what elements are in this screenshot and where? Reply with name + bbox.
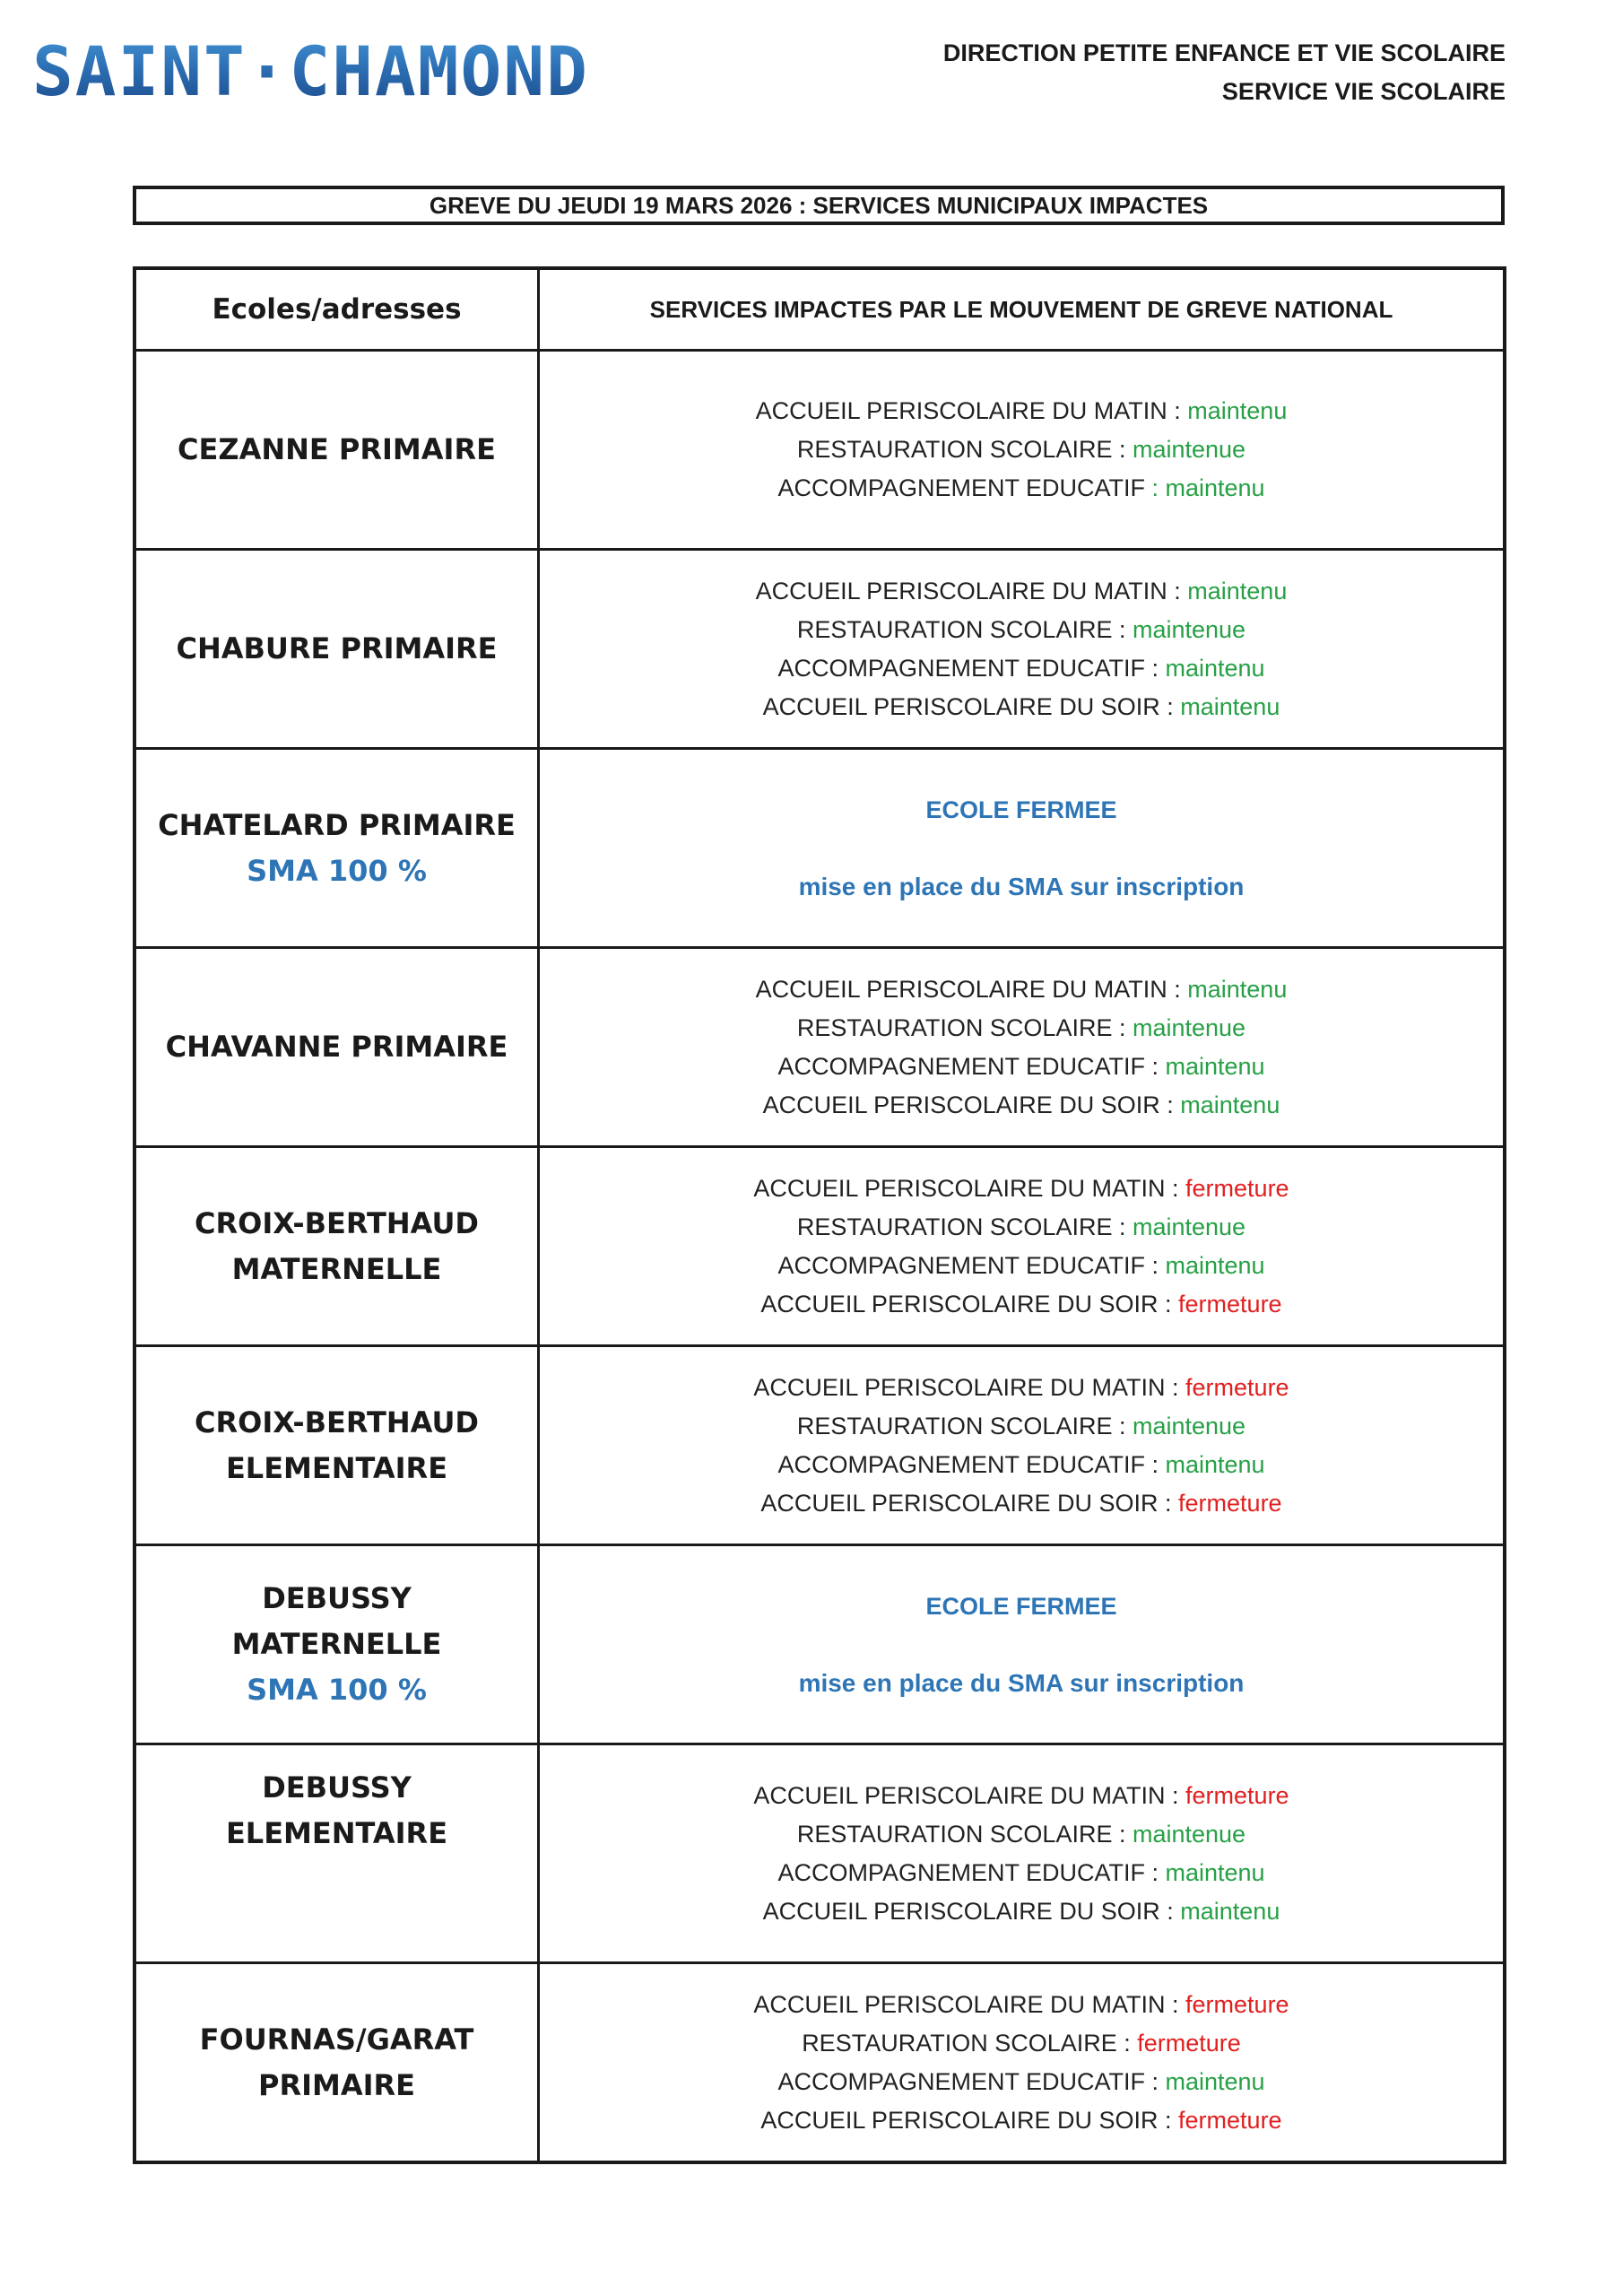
services-table xyxy=(133,266,1506,2164)
closed-subtitle: mise en place du SMA sur inscription xyxy=(798,872,1245,900)
school-name: CHATELARD PRIMAIRE xyxy=(158,807,516,842)
service-line xyxy=(540,1986,1503,2024)
service-status: maintenu xyxy=(1187,577,1288,604)
service-label: ACCUEIL PERISCOLAIRE DU MATIN : xyxy=(755,975,1181,1003)
services-cell xyxy=(539,351,1506,550)
service-label: ACCUEIL PERISCOLAIRE DU SOIR : xyxy=(760,2106,1172,2134)
school-name: CROIX-BERTHAUD xyxy=(195,1205,479,1240)
service-label: RESTAURATION SCOLAIRE : xyxy=(796,1013,1126,1041)
services-cell xyxy=(539,1744,1506,1963)
service-label: ACCUEIL PERISCOLAIRE DU SOIR : xyxy=(762,1091,1174,1118)
table-row xyxy=(135,1545,1505,1744)
school-name: ELEMENTAIRE xyxy=(225,1450,448,1485)
service-label: ACCOMPAGNEMENT EDUCATIF : xyxy=(777,2067,1159,2095)
school-cell xyxy=(135,351,539,550)
service-status: maintenue xyxy=(1132,1213,1246,1240)
service-status: fermeture xyxy=(1178,2106,1282,2134)
school-name: MATERNELLE xyxy=(231,1627,442,1661)
service-status: fermeture xyxy=(1185,1373,1289,1401)
school-closed-notice xyxy=(540,791,1503,906)
service-status: fermeture xyxy=(1178,1489,1282,1517)
service-line xyxy=(540,1484,1503,1523)
document-title-text: GREVE DU JEUDI 19 MARS 2026 : SERVICES MUNICIPAUX IMPACTES xyxy=(429,191,1209,219)
direction-label: DIRECTION PETITE ENFANCE ET VIE SCOLAIRE xyxy=(942,39,1506,66)
service-status: maintenue xyxy=(1132,1820,1246,1848)
service-line xyxy=(540,2101,1503,2140)
school-cell xyxy=(135,1346,539,1545)
service-status: : maintenu xyxy=(1151,474,1265,501)
school-closed-notice xyxy=(540,1587,1503,1702)
service-label: RESTAURATION SCOLAIRE : xyxy=(796,1213,1126,1240)
saint-chamond-logo: SAINT·CHAMOND xyxy=(32,31,589,111)
service-status: maintenu xyxy=(1187,397,1288,424)
school-name: CEZANNE PRIMAIRE xyxy=(178,432,496,466)
service-label: ACCUEIL PERISCOLAIRE DU MATIN : xyxy=(753,1781,1179,1809)
table-row xyxy=(135,1346,1505,1545)
closed-title: ECOLE FERMEE xyxy=(925,1592,1117,1620)
service-status: maintenu xyxy=(1180,692,1280,720)
service-label: RESTAURATION SCOLAIRE : xyxy=(796,1820,1126,1848)
sma-badge: SMA 100 % xyxy=(247,1673,427,1707)
service-label: ACCUEIL PERISCOLAIRE DU SOIR : xyxy=(760,1290,1172,1318)
service-line xyxy=(540,649,1503,688)
service-label: ACCOMPAGNEMENT EDUCATIF : xyxy=(777,1858,1159,1886)
service-status: maintenu xyxy=(1180,1091,1280,1118)
table-row xyxy=(135,1744,1505,1963)
service-status: maintenu xyxy=(1180,1897,1280,1925)
service-label: ACCOMPAGNEMENT EDUCATIF xyxy=(777,474,1145,501)
table-row xyxy=(135,749,1505,948)
service-line xyxy=(540,469,1503,508)
service-label: ACCOMPAGNEMENT EDUCATIF : xyxy=(777,1052,1159,1080)
service-label: ACCUEIL PERISCOLAIRE DU SOIR : xyxy=(762,692,1174,720)
service-label: ACCOMPAGNEMENT EDUCATIF : xyxy=(777,654,1159,682)
service-line xyxy=(540,1208,1503,1247)
service-label: ACCUEIL PERISCOLAIRE DU MATIN : xyxy=(755,397,1181,424)
table-row xyxy=(135,351,1505,550)
service-label: RESTAURATION SCOLAIRE : xyxy=(796,1412,1126,1439)
service-status: maintenue xyxy=(1132,615,1246,643)
sma-badge: SMA 100 % xyxy=(247,853,427,888)
service-line xyxy=(540,1170,1503,1208)
service-line xyxy=(540,2063,1503,2101)
school-name: FOURNAS/GARAT xyxy=(199,2022,474,2057)
services-cell xyxy=(539,550,1506,749)
services-cell xyxy=(539,948,1506,1147)
table-header-row xyxy=(135,268,1505,351)
service-line xyxy=(540,1086,1503,1125)
service-label: RESTAURATION SCOLAIRE : xyxy=(802,2029,1131,2057)
table-row xyxy=(135,1147,1505,1346)
services-cell xyxy=(539,1545,1506,1744)
school-name: CHABURE PRIMAIRE xyxy=(176,631,498,665)
service-status: maintenu xyxy=(1165,1858,1265,1886)
service-line xyxy=(540,2024,1503,2063)
service-line xyxy=(540,430,1503,469)
service-label: ACCOMPAGNEMENT EDUCATIF : xyxy=(777,1450,1159,1478)
school-cell xyxy=(135,550,539,749)
service-label: ACCUEIL PERISCOLAIRE DU SOIR : xyxy=(760,1489,1172,1517)
service-label: ACCUEIL PERISCOLAIRE DU MATIN : xyxy=(755,577,1181,604)
service-label: SERVICE VIE SCOLAIRE xyxy=(1221,78,1506,105)
school-cell xyxy=(135,749,539,948)
service-label: ACCUEIL PERISCOLAIRE DU SOIR : xyxy=(762,1897,1174,1925)
service-label: ACCUEIL PERISCOLAIRE DU MATIN : xyxy=(753,1990,1179,2018)
service-status: maintenu xyxy=(1165,1052,1265,1080)
service-line xyxy=(540,1446,1503,1484)
services-cell xyxy=(539,1346,1506,1545)
service-line xyxy=(540,1369,1503,1407)
school-cell xyxy=(135,1545,539,1744)
service-status: maintenu xyxy=(1165,2067,1265,2095)
header-department xyxy=(943,34,1506,111)
school-cell xyxy=(135,1744,539,1963)
service-label: ACCUEIL PERISCOLAIRE DU MATIN : xyxy=(753,1174,1179,1202)
school-name: DEBUSSY xyxy=(262,1581,412,1615)
services-cell xyxy=(539,1147,1506,1346)
closed-subtitle: mise en place du SMA sur inscription xyxy=(798,1668,1245,1697)
service-status: fermeture xyxy=(1137,2029,1241,2057)
table-row xyxy=(135,550,1505,749)
school-name: MATERNELLE xyxy=(231,1251,442,1286)
school-name: PRIMAIRE xyxy=(257,2067,415,2102)
school-name: CHAVANNE PRIMAIRE xyxy=(165,1030,508,1064)
document-title xyxy=(133,186,1505,225)
service-status: fermeture xyxy=(1185,1990,1289,2018)
school-name: ELEMENTAIRE xyxy=(225,1816,448,1850)
service-line xyxy=(540,611,1503,649)
service-status: maintenu xyxy=(1187,975,1288,1003)
service-label: ACCOMPAGNEMENT EDUCATIF : xyxy=(777,1251,1159,1279)
service-status: fermeture xyxy=(1185,1174,1289,1202)
service-line xyxy=(540,1247,1503,1285)
school-cell xyxy=(135,1963,539,2163)
service-line xyxy=(540,688,1503,726)
service-line xyxy=(540,1407,1503,1446)
services-cell xyxy=(539,1963,1506,2163)
service-line xyxy=(540,1777,1503,1815)
service-line xyxy=(540,1285,1503,1324)
service-status: fermeture xyxy=(1178,1290,1282,1318)
service-line xyxy=(540,1892,1503,1931)
service-line xyxy=(540,1009,1503,1048)
school-cell xyxy=(135,948,539,1147)
column-header-schools: Ecoles/adresses xyxy=(135,268,539,351)
service-line xyxy=(540,970,1503,1009)
table-row xyxy=(135,1963,1505,2163)
service-line xyxy=(540,1815,1503,1854)
service-label: RESTAURATION SCOLAIRE : xyxy=(796,436,1126,463)
table-row xyxy=(135,948,1505,1147)
service-line xyxy=(540,572,1503,611)
service-status: maintenue xyxy=(1132,1412,1246,1439)
school-cell xyxy=(135,1147,539,1346)
service-line xyxy=(540,392,1503,430)
service-status: maintenue xyxy=(1132,1013,1246,1041)
school-name: CROIX-BERTHAUD xyxy=(195,1405,479,1439)
service-status: maintenu xyxy=(1165,1251,1265,1279)
service-status: maintenue xyxy=(1132,436,1246,463)
school-name: DEBUSSY xyxy=(262,1770,412,1805)
service-line xyxy=(540,1854,1503,1892)
service-label: ACCUEIL PERISCOLAIRE DU MATIN : xyxy=(753,1373,1179,1401)
service-label: RESTAURATION SCOLAIRE : xyxy=(796,615,1126,643)
service-status: maintenu xyxy=(1165,1450,1265,1478)
closed-title: ECOLE FERMEE xyxy=(925,796,1117,823)
service-line xyxy=(540,1048,1503,1086)
service-status: maintenu xyxy=(1165,654,1265,682)
services-cell xyxy=(539,749,1506,948)
column-header-services: SERVICES IMPACTES PAR LE MOUVEMENT DE GREVE NATIONAL xyxy=(539,268,1506,351)
service-status: fermeture xyxy=(1185,1781,1289,1809)
